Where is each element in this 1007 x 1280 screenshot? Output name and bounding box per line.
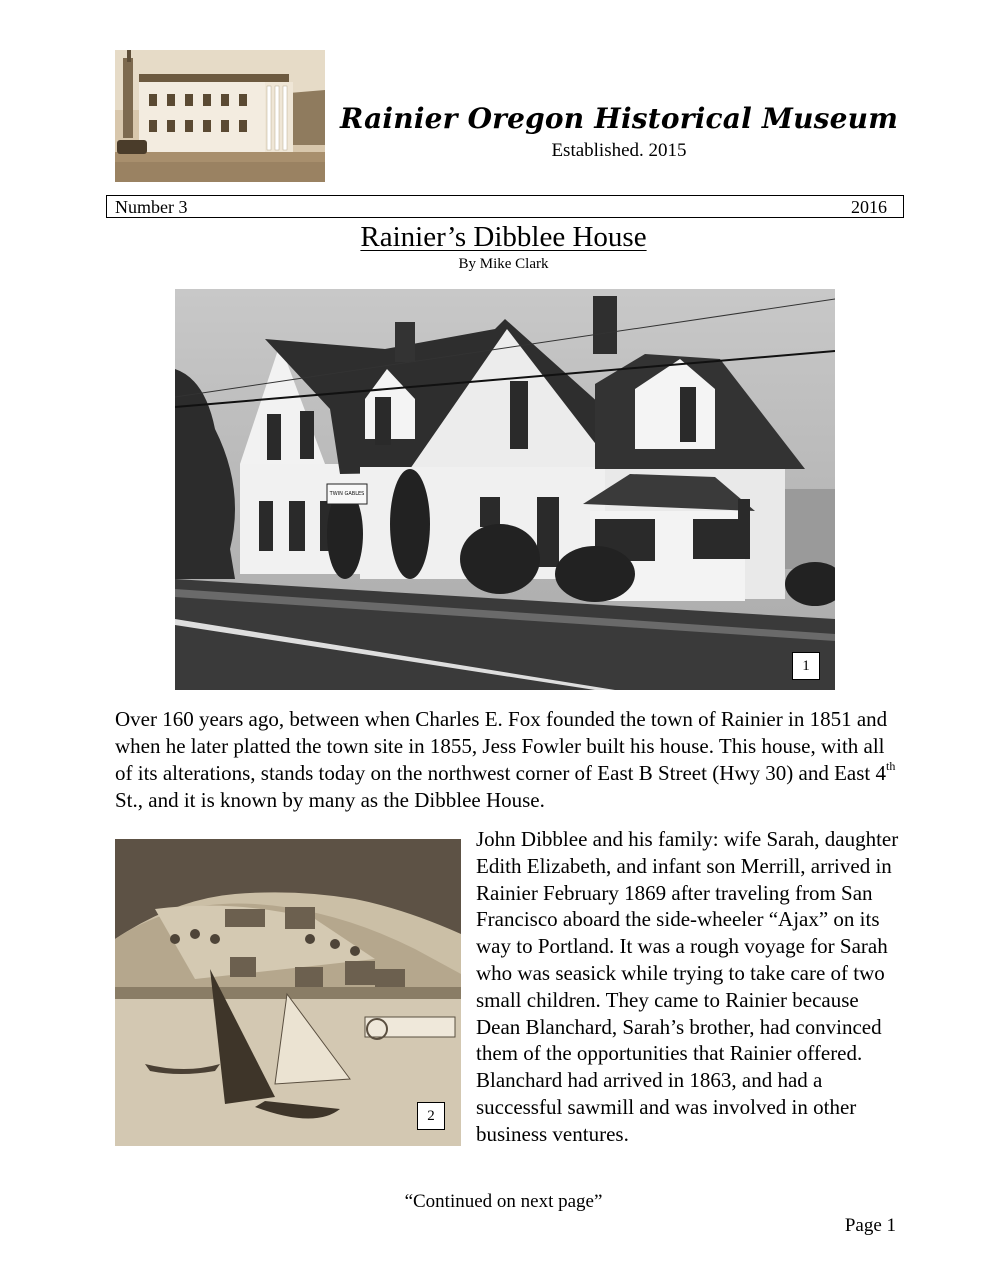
issue-info-bar bbox=[106, 195, 904, 218]
dibblee-house-illustration bbox=[175, 289, 835, 690]
page-number: Page 1 bbox=[844, 1215, 896, 1236]
intro-text: Over 160 years ago, between when Charles E. Fox founded the town of Rainier in 1851 and when he later platted the town site in 1855, Jess Fowler built his house. This house, with all of its alterations, stands today on the northwest corner of East B Street (Hwy 30) and East 4 bbox=[115, 707, 888, 785]
museum-building-illustration bbox=[115, 50, 325, 182]
photo-1-label: 1 bbox=[792, 652, 820, 680]
museum-name-heading: Rainier Oregon Historical Museum bbox=[339, 102, 899, 135]
issue-year: 2016 bbox=[851, 197, 887, 217]
established-date: Established. 2015 bbox=[551, 140, 687, 161]
dibblee-house-photo bbox=[175, 289, 835, 690]
article-title bbox=[0, 221, 1007, 254]
photo-2-label: 2 bbox=[417, 1102, 445, 1130]
intro-paragraph bbox=[115, 706, 905, 814]
dibblee-family-paragraph: John Dibblee and his family: wife Sarah, daughter Edith Elizabeth, and infant son Merrill, arrived in Rainier February 1869 after traveling from San Francisco aboard the side-wheeler “Ajax” on its way to Portland. It was a rough voyage for Sarah who was seasick while trying to take care of two small children. They came to Rainier because Dean Blanchard, Sarah’s brother, had convinced them of the opportunities that Rainier offered. Blanchard had arrived in 1863, and had a successful sawmill and was involved in other business ventures. bbox=[476, 827, 899, 1146]
museum-building-logo-photo bbox=[115, 50, 325, 182]
intro-text-end: St., and it is known by many as the Dibblee House. bbox=[115, 788, 545, 812]
historic-rainier-engraving bbox=[115, 839, 461, 1146]
issue-number: Number 3 bbox=[115, 197, 188, 217]
twin-gables-sign-text: TWIN GABLES bbox=[329, 491, 365, 497]
continued-note: “Continued on next page” bbox=[404, 1191, 603, 1212]
article-title-text: Rainier’s Dibblee House bbox=[360, 221, 647, 253]
article-byline: By Mike Clark bbox=[458, 256, 549, 272]
intro-superscript: th bbox=[886, 759, 896, 773]
rainier-engraving-illustration bbox=[115, 839, 461, 1146]
